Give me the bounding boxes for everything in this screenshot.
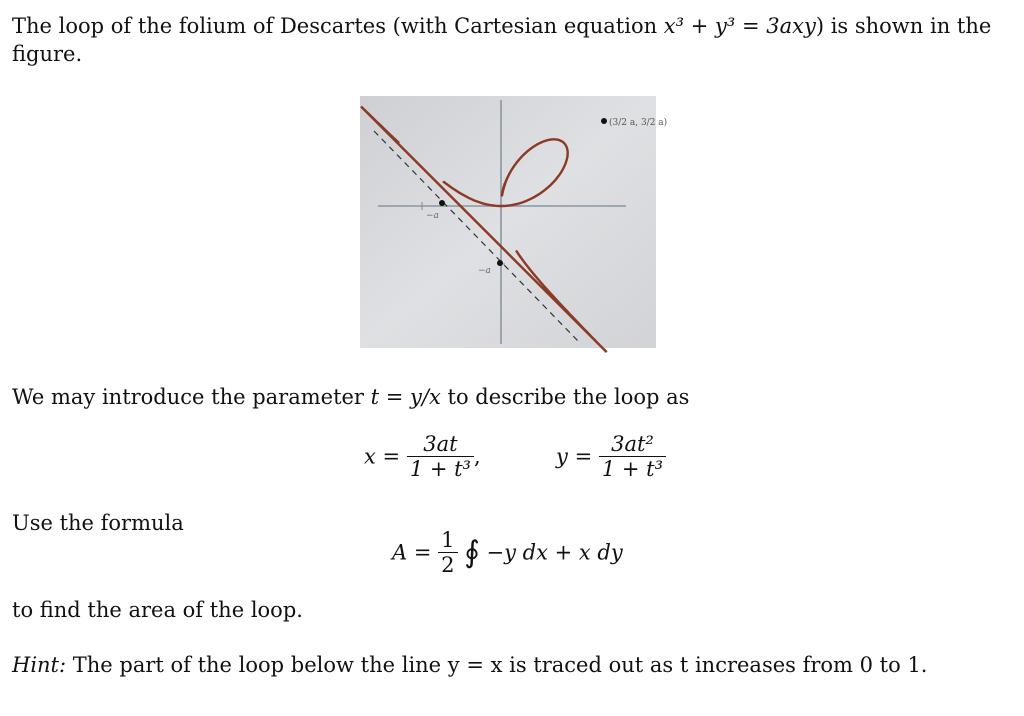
x-tick-label: −a: [426, 211, 439, 221]
x-lhs: x =: [364, 444, 401, 469]
y-tick-label: −a: [478, 266, 491, 276]
intro-text-before: The loop of the folium of Descartes (with Cartesian equation: [12, 14, 664, 38]
y-denominator: 1 + t³: [601, 457, 664, 481]
y-numerator: 3at²: [599, 432, 666, 457]
formula-text: Use the formula: [12, 511, 184, 535]
intro-line-2: figure.: [12, 42, 83, 66]
folium-equation: x³ + y³ = 3axy: [663, 14, 816, 38]
integrand: −y dx + x dy: [486, 540, 623, 565]
area-formula: [392, 528, 623, 577]
param-text-after: to describe the loop as: [440, 385, 690, 409]
point-marker-top: [601, 118, 607, 124]
y-fraction: [599, 432, 666, 481]
x-fraction: [407, 432, 474, 481]
intro-line-1: [12, 12, 991, 40]
x-denominator: 1 + t³: [409, 457, 471, 481]
point-marker-left: [439, 200, 445, 206]
contour-integral-symbol: ∮: [464, 535, 480, 570]
point-label: (3/2 a, 3/2 a): [609, 118, 668, 128]
half-numerator: 1: [438, 528, 457, 553]
half-denominator: 2: [441, 553, 455, 577]
intro-text-after: ) is shown in the: [815, 14, 992, 38]
y-lhs: y =: [556, 444, 593, 469]
parameter-definition: t = y/x: [370, 385, 441, 409]
x-numerator: 3at: [407, 432, 474, 457]
hint-text: The part of the loop below the line y = x is traced out as t increases from 0 to 1.: [66, 653, 928, 677]
task-text: to find the area of the loop.: [12, 598, 303, 622]
half-fraction: [438, 528, 457, 577]
parametric-equations: [364, 432, 666, 481]
param-text-before: We may introduce the parameter: [12, 385, 371, 409]
equation-separator: ,: [473, 444, 481, 469]
param-text-line: [12, 383, 689, 411]
point-marker-lower: [497, 260, 503, 266]
hint-label: Hint:: [12, 653, 67, 677]
area-lhs: A =: [392, 540, 432, 565]
hint-line: [12, 651, 927, 679]
folium-figure: [360, 96, 668, 348]
photo-background: [360, 96, 656, 348]
